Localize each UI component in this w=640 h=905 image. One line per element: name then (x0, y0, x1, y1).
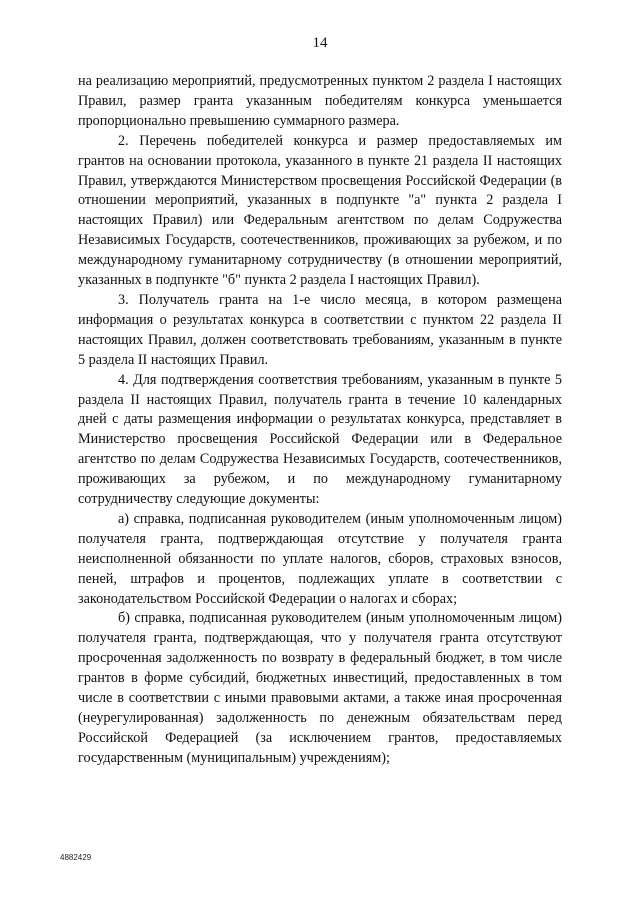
document-body (78, 72, 562, 769)
paragraph-item-3: 3. Получатель гранта на 1-е число месяца, в котором размещена информация о результатах конкурса в соответствии с пунктом 22 раздела II настоящих Правил, должен соответствовать требованиям, указанным в пункте 5 раздела II настоящих Правил. (78, 291, 562, 368)
paragraph-item-2: 2. Перечень победителей конкурса и размер предоставляемых им грантов на основании протокола, указанного в пункте 21 раздела II настоящих Правил, утверждаются Министерством просвещения Российской Федерации (в отношении мероприятий, указанных в подпункте "а" пункта 2 раздела I настоящих Правил) или Федеральным агентством по делам Содружества Независимых Государств, соотечественников, проживающих за рубежом, и по международному гуманитарному сотрудничеству (в отношении мероприятий, указанных в подпункте "б" пункта 2 раздела I настоящих Правил). (78, 132, 562, 289)
paragraph-item-4: 4. Для подтверждения соответствия требованиям, указанным в пункте 5 раздела II настоящих Правил, получатель гранта в течение 10 календарных дней с даты размещения информации о результатах конкурса, представляет в Министерство просвещения Российской Федерации или в Федеральное агентство по делам Содружества Независимых Государств, соотечественников, проживающих за рубежом, и по международному гуманитарному сотрудничеству следующие документы: (78, 371, 562, 508)
page-number: 14 (312, 35, 328, 51)
paragraph-subitem-a: а) справка, подписанная руководителем (иным уполномоченным лицом) получателя гранта, подтверждающая отсутствие у получателя гранта неисполненной обязанности по уплате налогов, сборов, страховых взносов, пеней, штрафов и процентов, подлежащих уплате в соответствии с законодательством Российской Федерации о налогах и сборах; (78, 510, 562, 607)
paragraph-continuation: на реализацию мероприятий, предусмотренных пунктом 2 раздела I настоящих Правил, размер гранта указанным победителям конкурса уменьшается пропорционально превышению суммарного размера. (78, 73, 562, 129)
paragraph-subitem-b: б) справка, подписанная руководителем (иным уполномоченным лицом) получателя гранта, подтверждающая, что у получателя гранта отсутствуют просроченная задолженность по возврату в федеральный бюджет, в том числе грантов в форме субсидий, бюджетных инвестиций, предоставленных в том числе в соответствии с иными правовыми актами, а также иная просроченная (неурегулированная) задолженность по денежным обязательствам перед Российской Федерацией (за исключением грантов, предоставляемых государственным (муниципальным) учреждениям); (78, 610, 562, 766)
document-id: 4882429 (60, 853, 92, 862)
